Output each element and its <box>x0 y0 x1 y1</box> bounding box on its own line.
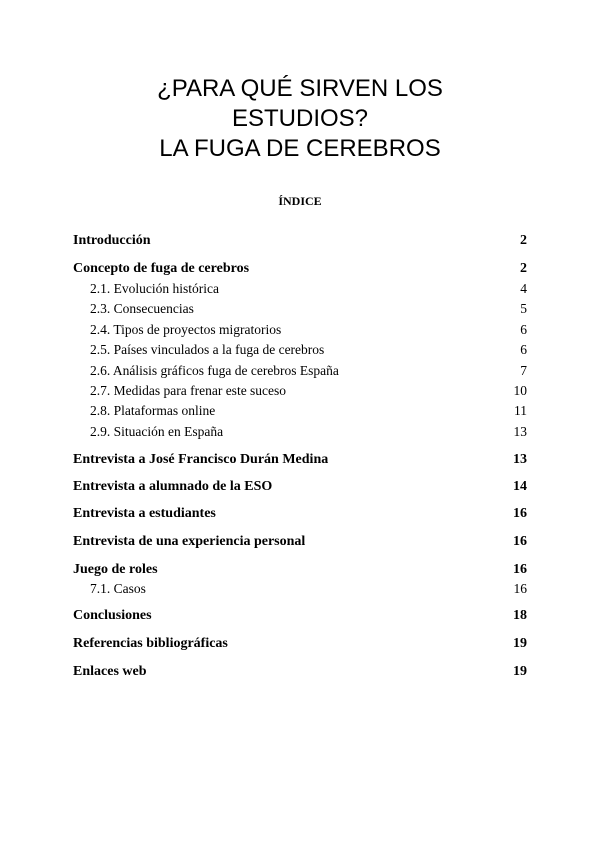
toc-entry-label: Entrevista a alumnado de la ESO <box>73 479 273 494</box>
toc-subentry <box>73 579 527 599</box>
toc-entry <box>73 662 527 682</box>
toc-subentry <box>73 401 527 421</box>
toc-entry-page: 13 <box>513 452 527 467</box>
toc-entry-label: Entrevista a José Francisco Durán Medina <box>73 452 329 467</box>
toc-entry-label: 2.4. Tipos de proyectos migratorios <box>90 322 282 337</box>
toc-entry-page: 6 <box>520 322 527 337</box>
toc-entry-label: Conclusiones <box>73 608 152 623</box>
toc-entry-page: 5 <box>520 301 527 316</box>
toc-entry-label: Entrevista de una experiencia personal <box>73 534 306 549</box>
toc-entry-label: 2.7. Medidas para frenar este suceso <box>90 383 287 398</box>
toc-entry <box>73 560 527 580</box>
toc-entry-page: 18 <box>513 608 527 623</box>
toc-entry <box>73 477 527 497</box>
toc-entry-label: Referencias bibliográficas <box>73 636 228 651</box>
toc-entry <box>73 231 527 251</box>
toc-entry-label: Introducción <box>73 233 151 248</box>
toc-subentry <box>73 340 527 360</box>
toc-entry-label: 2.5. Países vinculados a la fuga de cerebros <box>90 342 325 357</box>
toc-entry-label: Entrevista a estudiantes <box>73 506 216 521</box>
toc-entry-label: Enlaces web <box>73 664 147 679</box>
toc-entry-page: 11 <box>514 403 527 418</box>
toc-entry-page: 14 <box>513 479 527 494</box>
toc-entry <box>73 504 527 524</box>
toc-subentry <box>73 279 527 299</box>
toc-entry-page: 16 <box>513 562 527 577</box>
toc-entry <box>73 450 527 470</box>
toc-entry <box>73 259 527 279</box>
toc-entry <box>73 532 527 552</box>
toc-subentry <box>73 299 527 319</box>
title-line-1: ¿PARA QUÉ SIRVEN LOS <box>157 75 443 102</box>
index-heading: ÍNDICE <box>278 194 322 208</box>
toc-subentry <box>73 320 527 340</box>
toc-entry-label: 2.6. Análisis gráficos fuga de cerebros España <box>90 363 339 378</box>
toc-entry-label: Concepto de fuga de cerebros <box>73 261 250 276</box>
toc-entry-page: 2 <box>520 261 527 276</box>
toc-subentry <box>73 381 527 401</box>
toc-entry-label: 2.9. Situación en España <box>90 424 224 439</box>
toc-entry-label: 2.3. Consecuencias <box>90 301 194 316</box>
toc-entry-page: 6 <box>520 342 527 357</box>
toc-entry-label: Juego de roles <box>73 562 158 577</box>
title-line-2: ESTUDIOS? <box>231 105 369 132</box>
toc-entry-label: 7.1. Casos <box>90 581 146 596</box>
toc-entry-page: 16 <box>513 581 527 596</box>
toc-subentry <box>73 361 527 381</box>
toc-entry-page: 2 <box>520 233 527 248</box>
toc-entry-page: 7 <box>520 363 527 378</box>
document-title <box>0 74 600 164</box>
toc-entry-page: 13 <box>513 424 527 439</box>
toc-entry-page: 16 <box>513 534 527 549</box>
title-line-3: LA FUGA DE CEREBROS <box>159 135 441 162</box>
toc-entry <box>73 634 527 654</box>
toc-entry-page: 16 <box>513 506 527 521</box>
toc-entry-page: 4 <box>520 281 527 296</box>
toc-entry-page: 19 <box>513 636 527 651</box>
toc-entry-page: 10 <box>513 383 527 398</box>
toc-subentry <box>73 422 527 442</box>
toc-entry-page: 19 <box>513 664 527 679</box>
toc-entry <box>73 606 527 626</box>
toc-entry-label: 2.1. Evolución histórica <box>90 281 219 296</box>
toc-entry-label: 2.8. Plataformas online <box>90 403 216 418</box>
